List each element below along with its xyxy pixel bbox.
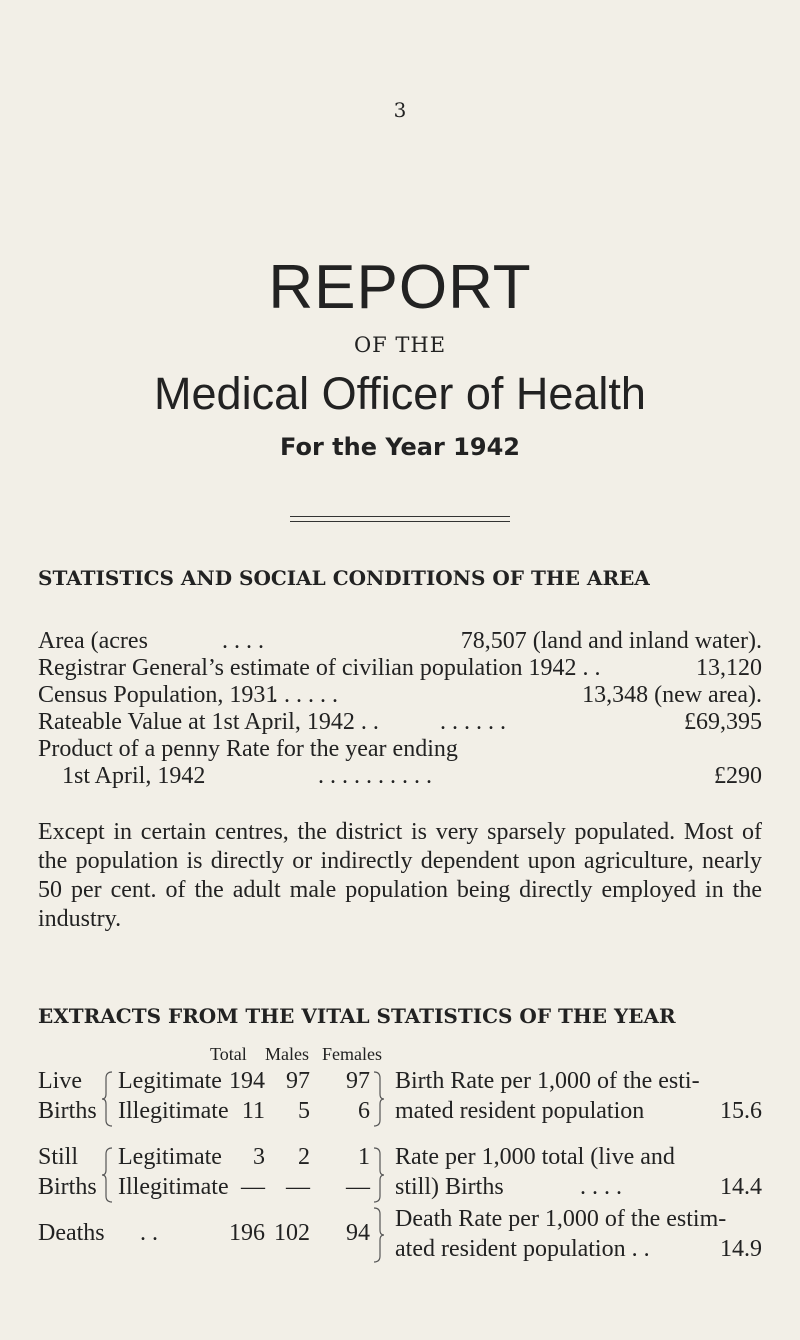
live-births-illegitimate-males: 5	[298, 1098, 310, 1124]
still-birth-rate-value: 14.4	[720, 1174, 762, 1200]
still-births-legitimate-males: 2	[298, 1144, 310, 1170]
deaths-dots: . .	[140, 1220, 158, 1246]
live-births-legitimate-total: 194	[229, 1068, 265, 1094]
stat-penny-rate-value: £290	[714, 763, 762, 789]
birth-rate-value: 15.6	[720, 1098, 762, 1124]
stat-rateable-value-label: Rateable Value at 1st April, 1942 . .	[38, 709, 379, 735]
vital-section-heading: EXTRACTS FROM THE VITAL STATISTICS OF THE YEAR	[38, 1004, 676, 1028]
still-births-right-brace	[372, 1146, 386, 1204]
stat-area-label: Area (acres	[38, 628, 148, 654]
live-births-illegitimate-females: 6	[358, 1098, 370, 1124]
stat-penny-rate-dots: . . . . . . . . . .	[318, 763, 432, 789]
stat-population-estimate-value: 13,120	[696, 655, 762, 681]
divider-rule-top	[290, 516, 510, 517]
still-birth-rate-note-line1: Rate per 1,000 total (live and	[395, 1144, 675, 1170]
deaths-total: 196	[229, 1220, 265, 1246]
column-header-females: Females	[322, 1044, 382, 1064]
still-births-illegitimate-total: —	[241, 1174, 265, 1200]
stat-area-value: 78,507 (land and inland water).	[460, 628, 762, 654]
report-title: REPORT	[268, 253, 532, 322]
birth-rate-note-line2: mated resident population	[395, 1098, 645, 1124]
death-rate-note-line1: Death Rate per 1,000 of the estim-	[395, 1206, 727, 1232]
deaths-males: 102	[274, 1220, 310, 1246]
stat-population-estimate-label: Registrar General’s estimate of civilian population 1942 . .	[38, 655, 601, 681]
stat-rateable-value-value: £69,395	[684, 709, 762, 735]
stat-penny-rate-date-label: 1st April, 1942	[62, 763, 206, 789]
page-number: 3	[393, 98, 407, 122]
stat-census-value: 13,348 (new area).	[582, 682, 762, 708]
report-subtitle-of-the: OF THE	[353, 333, 447, 357]
stat-area-dots: . . . .	[222, 628, 264, 654]
death-rate-value: 14.9	[720, 1236, 762, 1262]
live-births-right-brace	[372, 1070, 386, 1128]
live-births-left-brace	[100, 1070, 114, 1128]
still-births-illegitimate-type: Illegitimate	[118, 1174, 229, 1200]
stats-section-heading: STATISTICS AND SOCIAL CONDITIONS OF THE AREA	[38, 566, 650, 590]
still-births-legitimate-type: Legitimate	[118, 1144, 222, 1170]
stat-penny-rate-label: Product of a penny Rate for the year ending	[38, 736, 458, 762]
live-births-illegitimate-total: 11	[241, 1098, 265, 1124]
still-births-illegitimate-females: —	[346, 1174, 370, 1200]
still-births-left-brace	[100, 1146, 114, 1204]
live-births-label-line2: Births	[38, 1098, 97, 1124]
deaths-label: Deaths	[38, 1220, 105, 1246]
stat-census-dots: . . . . . .	[272, 682, 338, 708]
death-rate-note-line2: ated resident population . .	[395, 1236, 650, 1262]
still-births-illegitimate-males: —	[286, 1174, 310, 1200]
still-birth-rate-dots: . . . .	[580, 1174, 622, 1200]
still-births-legitimate-females: 1	[358, 1144, 370, 1170]
deaths-females: 94	[346, 1220, 370, 1246]
deaths-right-brace	[372, 1206, 386, 1264]
area-description-paragraph: Except in certain centres, the district is very sparsely populated. Most of the population is directly or indirectly dependent upon agriculture, nearly 50 per cent. of the adult male population being directly employed in the industry.	[38, 819, 762, 932]
stat-census-label: Census Population, 1931	[38, 682, 278, 708]
live-births-legitimate-males: 97	[286, 1068, 310, 1094]
column-header-total: Total	[210, 1044, 247, 1064]
report-officer-title: Medical Officer of Health	[154, 368, 646, 419]
live-births-legitimate-type: Legitimate	[118, 1068, 222, 1094]
live-births-illegitimate-type: Illegitimate	[118, 1098, 229, 1124]
stat-rateable-value-dots: . . . . . .	[440, 709, 506, 735]
birth-rate-note-line1: Birth Rate per 1,000 of the esti-	[395, 1068, 700, 1094]
divider-rule-bottom	[290, 521, 510, 522]
live-births-label-line1: Live	[38, 1068, 82, 1094]
still-births-legitimate-total: 3	[253, 1144, 265, 1170]
still-birth-rate-note-line2: still) Births	[395, 1174, 504, 1200]
still-births-label-line1: Still	[38, 1144, 79, 1170]
still-births-label-line2: Births	[38, 1174, 97, 1200]
live-births-legitimate-females: 97	[346, 1068, 370, 1094]
report-year: For the Year 1942	[280, 433, 520, 461]
column-header-males: Males	[265, 1044, 309, 1064]
